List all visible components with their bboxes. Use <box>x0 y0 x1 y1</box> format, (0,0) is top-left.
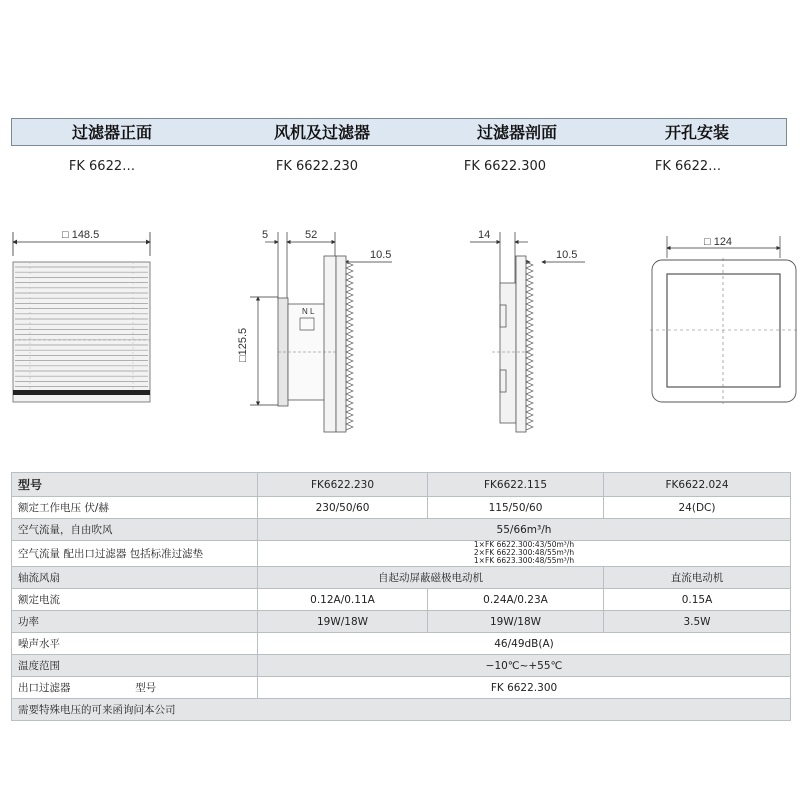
view-title-front: 过滤器正面 <box>71 123 152 142</box>
cell-value: FK 6622.300 <box>258 677 791 699</box>
cell-value: 直流电动机 <box>604 567 791 589</box>
spec-row-temperature <box>12 655 791 677</box>
dim-fan-offset: 5 <box>262 229 269 241</box>
cell-value: 24(DC) <box>604 497 791 519</box>
spec-row-fan <box>12 567 791 589</box>
row-label <box>12 677 258 699</box>
model-cutout: FK 6622… <box>654 159 722 174</box>
cell-value: 0.24A/0.23A <box>428 589 604 611</box>
row-label: 额定电流 <box>12 589 258 611</box>
cell-value: 19W/18W <box>428 611 604 633</box>
cell-value: 自起动屏蔽磁极电动机 <box>258 567 604 589</box>
cell-value <box>258 541 791 567</box>
dim-fan-height: □125.5 <box>237 327 249 362</box>
cutout-drawing <box>650 236 798 404</box>
row-label-main: 出口过滤器 <box>18 682 71 694</box>
model-section: FK 6622.300 <box>463 159 547 174</box>
row-label: 轴流风扇 <box>12 567 258 589</box>
spec-col-115: FK6622.115 <box>428 473 604 497</box>
table-note: 需要特殊电压的可来函询问本公司 <box>12 699 791 721</box>
heat-fins <box>346 262 353 430</box>
cell-value: 115/50/60 <box>428 497 604 519</box>
fan-terminal-label: N L <box>302 307 315 316</box>
row-label: 噪声水平 <box>12 633 258 655</box>
spec-row-outlet-filter <box>12 677 791 699</box>
cell-value: 0.12A/0.11A <box>258 589 428 611</box>
row-label: 额定工作电压 伏/赫 <box>12 497 258 519</box>
spec-row-voltage <box>12 497 791 519</box>
cell-value: 19W/18W <box>258 611 428 633</box>
spec-row-airflow-filter <box>12 541 791 567</box>
view-title-section: 过滤器剖面 <box>476 123 557 142</box>
spec-col-024: FK6622.024 <box>604 473 791 497</box>
spec-row-power <box>12 611 791 633</box>
cell-value: 55/66m³/h <box>258 519 791 541</box>
row-label: 空气流量 配出口过滤器 包括标准过滤垫 <box>12 541 258 567</box>
airflow-line: 2×FK 6622.300:48/55m³/h <box>473 548 575 557</box>
filter-front-drawing <box>13 229 150 402</box>
model-front: FK 6622… <box>68 159 136 174</box>
airflow-line: 1×FK 6622.300:43/50m³/h <box>473 540 575 549</box>
fan-filter-side-drawing <box>237 229 392 432</box>
cell-value: 46/49dB(A) <box>258 633 791 655</box>
model-fan-filter: FK 6622.230 <box>275 159 359 174</box>
dim-section-depth: 14 <box>478 229 491 241</box>
spec-col-230: FK6622.230 <box>258 473 428 497</box>
airflow-line: 1×FK 6623.300:48/55m³/h <box>473 556 575 565</box>
view-title-fan-filter: 风机及过滤器 <box>273 123 370 142</box>
spec-row-airflow-free <box>12 519 791 541</box>
row-label: 温度范围 <box>12 655 258 677</box>
spec-row-current <box>12 589 791 611</box>
view-title-cutout: 开孔安装 <box>664 123 729 142</box>
row-label: 功率 <box>12 611 258 633</box>
spec-row-noise <box>12 633 791 655</box>
row-label: 空气流量，自由吹风 <box>12 519 258 541</box>
cell-value: 3.5W <box>604 611 791 633</box>
dim-fan-depth: 52 <box>305 229 318 241</box>
cell-value: 0.15A <box>604 589 791 611</box>
spec-row-note <box>12 699 791 721</box>
spec-table <box>11 472 791 721</box>
spec-header-label: 型号 <box>12 473 258 497</box>
row-label-sub: 型号 <box>135 682 157 694</box>
dim-front-width: □ 148.5 <box>62 229 100 241</box>
dim-fan-flange: 10.5 <box>370 249 392 261</box>
filter-section-drawing <box>470 229 585 432</box>
dim-cutout: □ 124 <box>704 236 733 248</box>
cell-value: −10℃~+55℃ <box>258 655 791 677</box>
cell-value: 230/50/60 <box>258 497 428 519</box>
dim-section-flange: 10.5 <box>556 249 578 261</box>
spec-header-row <box>12 473 791 497</box>
heat-fins <box>526 262 533 430</box>
